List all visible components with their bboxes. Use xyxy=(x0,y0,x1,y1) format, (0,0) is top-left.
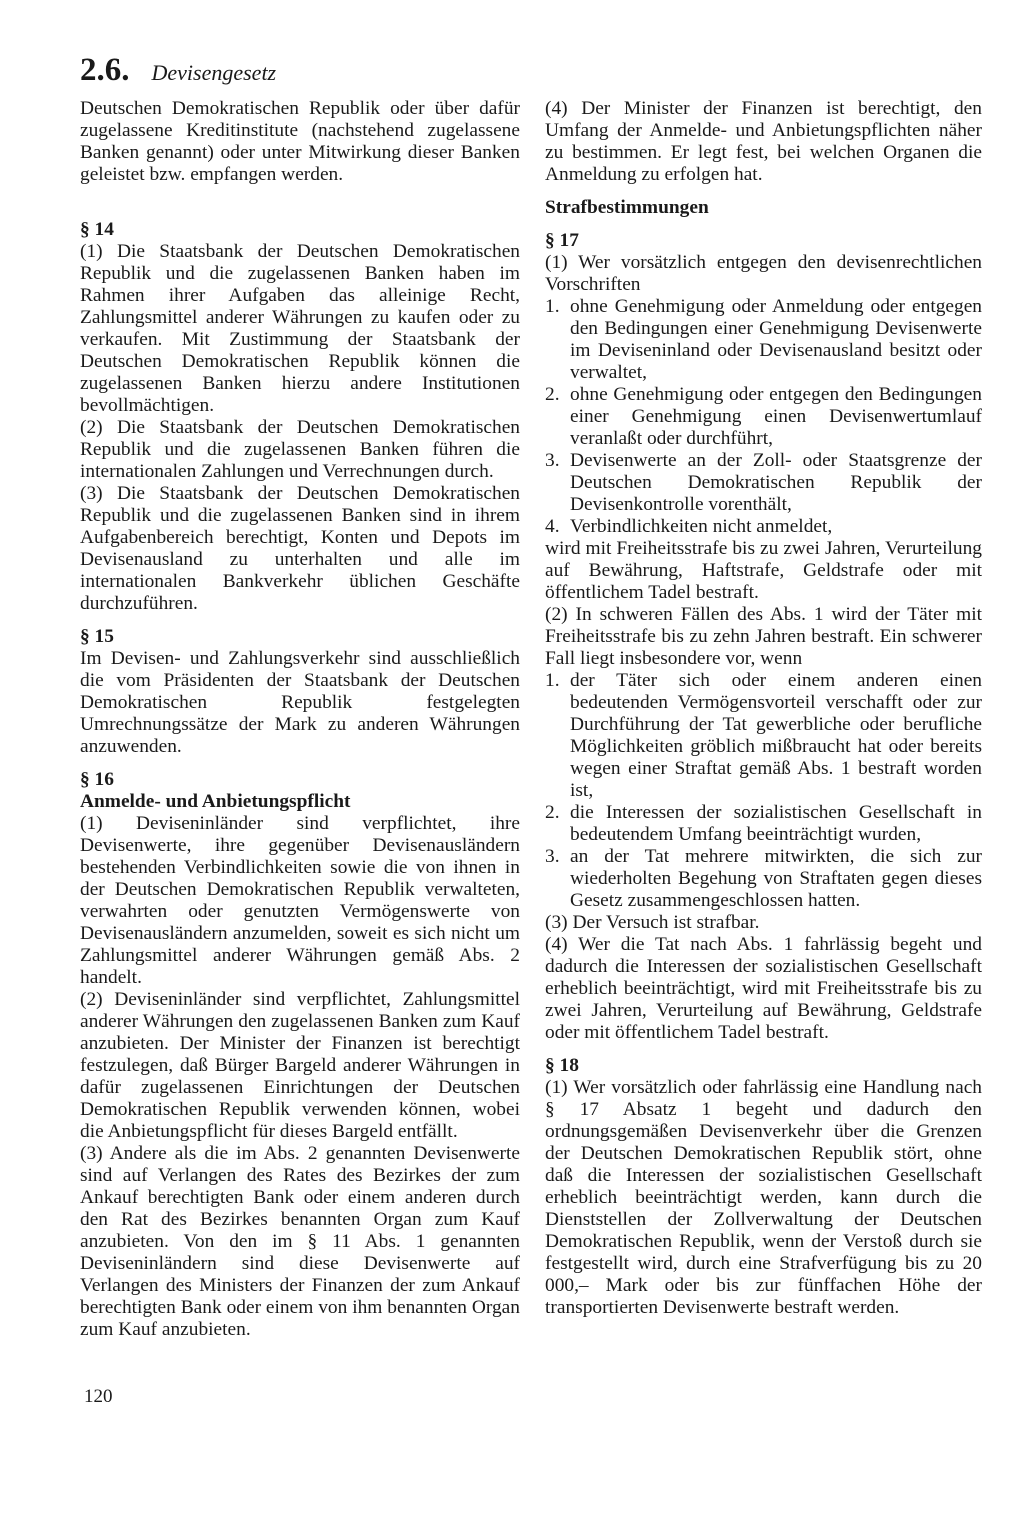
left-column xyxy=(80,98,520,1341)
list-item: 3. Devisenwerte an der Zoll- oder Staatsgrenze der Deutschen Demokratischen Republik der Devisenkontrolle vorenthält, xyxy=(545,450,982,515)
paragraph-17-section-2-intro: (2) In schweren Fällen des Abs. 1 wird der Täter mit Freiheitsstrafe bis zu zehn Jahren bestraft. Ein schwerer Fall liegt insbesondere vor, wenn xyxy=(545,604,982,669)
paragraph-17-title: § 17 xyxy=(545,230,579,251)
list-item: 4. Verbindlichkeiten nicht anmeldet, xyxy=(545,516,833,537)
section-number: 2.6. xyxy=(80,52,130,88)
paragraph-17-section-4: (4) Wer die Tat nach Abs. 1 fahrlässig begeht und dadurch die Interessen der sozialistischen Gesellschaft erheblich beeinträchtigt, wird mit Freiheitsstrafe bis zu zwei Jahren, Verurteilung auf Bewährung, Geldstrafe oder mit öffentlichem Tadel bestraft. xyxy=(545,934,982,1043)
paragraph-14-section-1: (1) Die Staatsbank der Deutschen Demokratischen Republik und die zugelassenen Banken haben im Rahmen ihrer Aufgaben das alleinige Recht, Zahlungsmittel anderer Währungen zu kaufen oder zu verkaufen. Mit Zustimmung der Staatsbank der Deutschen Demokratischen Republik können die zugelassenen Banken hierzu andere Institutionen bevollmächtigen. xyxy=(80,241,520,416)
paragraph-16-section-4: (4) Der Minister der Finanzen ist berechtigt, den Umfang der Anmelde- und Anbietungspflichten näher zu bestimmen. Er legt fest, bei welchen Organen die Anmeldung zu erfolgen hat. xyxy=(545,98,982,185)
strafbestimmungen-heading: Strafbestimmungen xyxy=(545,197,709,218)
list-item: 2. die Interessen der sozialistischen Gesellschaft in bedeutendem Umfang beeinträchtigt wurden, xyxy=(545,802,982,845)
list-item: 3. an der Tat mehrere mitwirkten, die sich zur wiederholten Begehung von Straftaten gegen dieses Gesetz zusammengeschlossen hatten. xyxy=(545,846,982,911)
list-item: 1. der Täter sich oder einem anderen einen bedeutenden Vermögensvorteil verschafft oder zur Durchführung der Tat gewerbliche oder berufliche Möglichkeiten gröblich mißbraucht hat oder bereits wegen einer Straftat gemäß Abs. 1 bestraft worden ist, xyxy=(545,670,982,801)
paragraph-16-title: § 16 xyxy=(80,769,114,790)
paragraph-16-section-1: (1) Deviseninländer sind verpflichtet, ihre Devisenwerte, ihre gegenüber Devisenausländern bestehenden Verbindlichkeiten sowie die von ihnen in der Deutschen Demokratischen Republik verwalteten, verwahrten oder genutzten Vermögenswerte von Devisenausländern anzumelden, soweit es sich nicht um Zahlungsmittel anderer Währungen gemäß Abs. 2 handelt. xyxy=(80,813,520,988)
list-item: 1. ohne Genehmigung oder Anmeldung oder entgegen den Bedingungen einer Genehmigung Devisenwerte im Deviseninland oder Devisenausland besitzt oder verwaltet, xyxy=(545,296,982,383)
section-title: Devisengesetz xyxy=(151,60,277,85)
list-item: 2. ohne Genehmigung oder entgegen den Bedingungen einer Genehmigung einen Devisenwertumlauf veranlaßt oder durchführt, xyxy=(545,384,982,449)
paragraph-14-section-3: (3) Die Staatsbank der Deutschen Demokratischen Republik und die zugelassenen Banken sind in ihrem Aufgabenbereich berechtigt, Konten und Depots im Devisenausland zu unterhalten und alle im internationalen Bankverkehr üblichen Geschäfte durchzuführen. xyxy=(80,483,520,614)
running-header xyxy=(80,52,276,89)
paragraph-15-title: § 15 xyxy=(80,626,114,647)
paragraph-17-section-3: (3) Der Versuch ist strafbar. xyxy=(545,912,760,933)
paragraph-15-text: Im Devisen- und Zahlungsverkehr sind ausschließlich die vom Präsidenten der Staatsbank der Deutschen Demokratischen Republik festgelegten Umrechnungssätze der Mark zu anderen Währungen anzuwenden. xyxy=(80,648,520,757)
paragraph-14-section-2: (2) Die Staatsbank der Deutschen Demokratischen Republik und die zugelassenen Banken führen die internationalen Zahlungen und Verrechnungen durch. xyxy=(80,417,520,482)
paragraph-17-section-1-intro: (1) Wer vorsätzlich entgegen den devisenrechtlichen Vorschriften xyxy=(545,252,982,295)
continuation-paragraph: Deutschen Demokratischen Republik oder über dafür zugelassene Kreditinstitute (nachstehend zugelassene Banken genannt) oder unter Mitwirkung dieser Banken geleistet bzw. empfangen werden. xyxy=(80,98,520,185)
paragraph-16-subtitle: Anmelde- und Anbietungspflicht xyxy=(80,791,351,812)
paragraph-17-section-1-tail: wird mit Freiheitsstrafe bis zu zwei Jahren, Verurteilung auf Bewährung, Haftstrafe, Geldstrafe oder mit öffentlichem Tadel bestraft. xyxy=(545,538,982,603)
page-number: 120 xyxy=(84,1386,113,1407)
paragraph-14-title: § 14 xyxy=(80,219,114,240)
paragraph-18-title: § 18 xyxy=(545,1055,579,1076)
paragraph-16-section-3: (3) Andere als die im Abs. 2 genannten Devisenwerte sind auf Verlangen des Rates des Bezirkes der zum Ankauf berechtigten Bank oder einem anderen durch den Rat des Bezirkes benannten Organ zum Kauf anzubieten. Von den im § 11 Abs. 1 genannten Deviseninländern sind diese Devisenwerte auf Verlangen des Ministers der Finanzen der zum Ankauf berechtigten Bank oder einem von ihm benannten Organ zum Kauf anzubieten. xyxy=(80,1143,520,1340)
paragraph-16-section-2: (2) Deviseninländer sind verpflichtet, Zahlungsmittel anderer Währungen den zugelassenen Banken zum Kauf anzubieten. Der Minister der Finanzen ist berechtigt festzulegen, daß Bürger Bargeld anderer Währungen in dafür zugelassenen Einrichtungen der Deutschen Demokratischen Republik verwenden können, wobei die Anbietungspflicht für dieses Bargeld entfällt. xyxy=(80,989,520,1142)
right-column xyxy=(545,98,982,1319)
paragraph-18-section-1: (1) Wer vorsätzlich oder fahrlässig eine Handlung nach § 17 Absatz 1 begeht und dadurch den ordnungsgemäßen Devisenverkehr über die Grenzen der Deutschen Demokratischen Republik stört, ohne daß die Interessen der sozialistischen Gesellschaft erheblich beeinträchtigt werden, kann durch die Dienststellen der Zollverwaltung der Deutschen Demokratischen Republik, wenn der Verstoß durch sie festgestellt wird, durch eine Strafverfügung bis zu 20 000,– Mark oder bis zur fünffachen Höhe der transportierten Devisenwerte bestraft werden. xyxy=(545,1077,982,1318)
